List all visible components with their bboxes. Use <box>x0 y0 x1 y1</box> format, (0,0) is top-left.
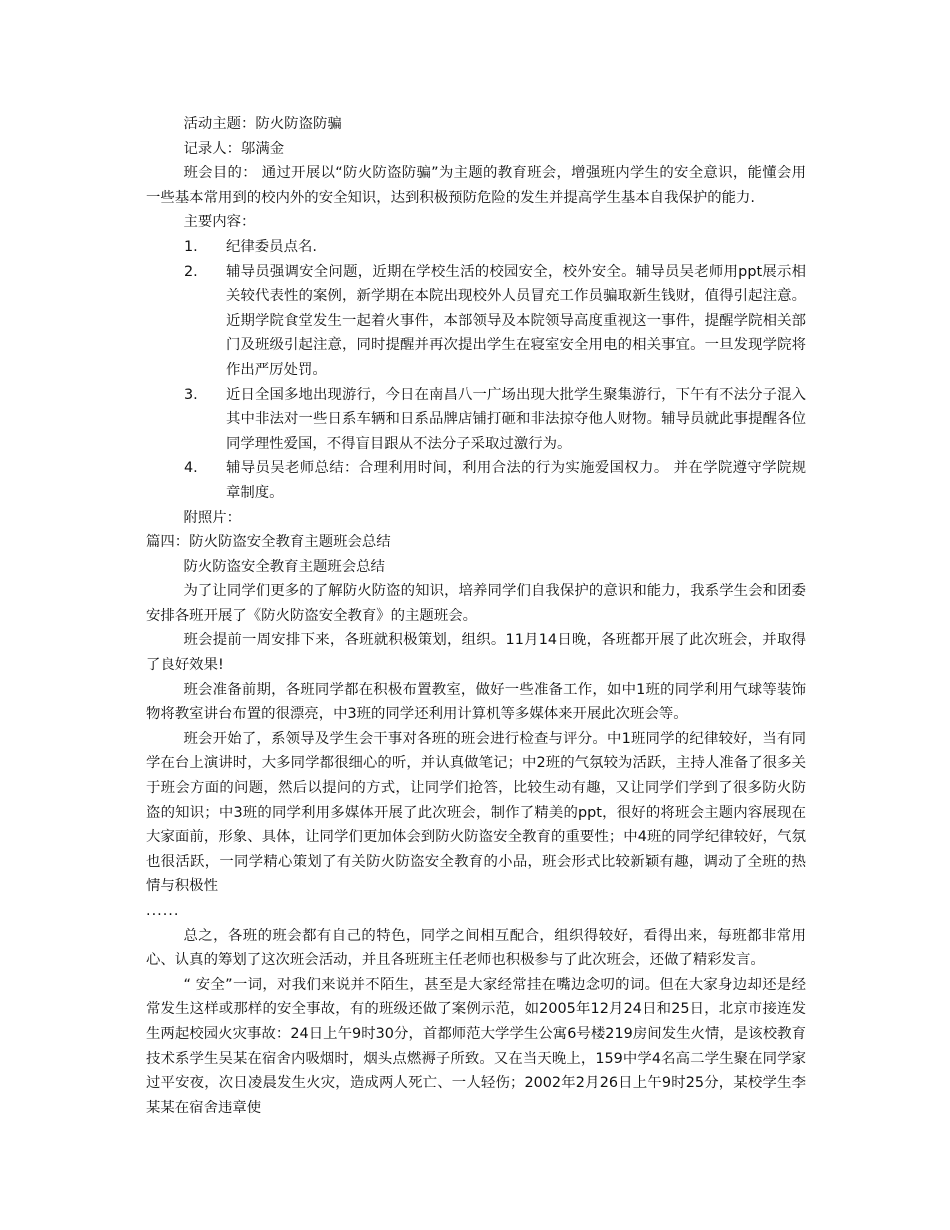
document-body <box>146 112 806 1120</box>
main-content-label: 主要内容： <box>183 214 256 231</box>
list-item-text: 辅导员强调安全问题，近期在学校生活的校园安全，校外安全。辅导员吴老师用ppt展示相关较代表性的案例，新学期在本院出现校外人员冒充工作员骗取新生钱财，值得引起注意。近期学院食堂发生一起着火事件，本部领导及本院领导高度重视这一事件，提醒学院相关部门及班级引起注意，同时提醒并再次提出学生在寝室安全用电的相关事宜。一旦发现学院将作出严厉处罚。 <box>226 263 806 378</box>
list-item-number: 4. <box>184 460 198 477</box>
paragraph: 班会准备前期，各班同学都在积极布置教室，做好一些准备工作，如中1班的同学利用气球等装饰物将教室讲台布置的很漂亮，中3班的同学还利用计算机等多媒体来开展此次班会等。 <box>146 681 806 723</box>
paragraph: “ 安全”一词，对我们来说并不陌生，甚至是大家经常挂在嘴边念叨的词。但在大家身边却还是经常发生这样或那样的安全事故，有的班级还做了案例示范，如2005年12月24日和25日，北京市接连发生两起校园火灾事故：24日上午9时30分，首都师范大学学生公寓6号楼219房间发生火情，是该校教育技术系学生吴某在宿舍内吸烟时，烟头点燃褥子所致。又在当天晚上，159中学4名高二学生聚在同学家过平安夜，次日凌晨发生火灾，造成两人死亡、一人轻伤；2002年2月26日上午9时25分，某校学生李某某在宿舍违章使 <box>146 976 806 1116</box>
paragraph: 班会开始了，系领导及学生会干事对各班的班会进行检查与评分。中1班同学的纪律较好，当有同学在台上演讲时，大多同学都很细心的听，并认真做笔记；中2班的气氛较为活跃，主持人准备了很多关于班会方面的问题，然后以提问的方式，让同学们抢答，比较生动有趣，又让同学们学到了很多防火防盗的知识；中3班的同学利用多媒体开展了此次班会，制作了精美的ppt，很好的将班会主题内容展现在大家面前，形象、具体，让同学们更加体会到防火防盗安全教育的重要性；中4班的同学纪律较好，气氛也很活跃，一同学精心策划了有关防火防盗安全教育的小品，班会形式比较新颖有趣，调动了全班的热情与积极性 <box>146 730 806 895</box>
section-heading: 篇四：防火防盗安全教育主题班会总结 <box>146 534 391 551</box>
main-content-list <box>146 235 806 506</box>
recorder: 记录人：邬满金 <box>183 140 285 157</box>
list-item <box>146 456 806 505</box>
list-item-text: 纪律委员点名. <box>226 238 317 255</box>
paragraph: 班会提前一周安排下来，各班就积极策划，组织。11月14日晚，各班都开展了此次班会，并取得了良好效果! <box>146 632 806 674</box>
paragraph: 总之，各班的班会都有自己的特色，同学之间相互配合，组织得较好，看得出来，每班都非常用心、认真的筹划了这次班会活动，并且各班班主任老师也积极参与了此次班会，还做了精彩发言。 <box>146 927 806 969</box>
ellipsis: ...... <box>146 903 180 919</box>
list-item <box>146 260 806 383</box>
list-item-number: 2. <box>184 263 198 280</box>
list-item-number: 3. <box>184 386 198 403</box>
article-title: 防火防盗安全教育主题班会总结 <box>183 558 385 575</box>
list-item <box>146 383 806 457</box>
activity-theme: 活动主题：防火防盗防骗 <box>183 116 342 132</box>
list-item-text: 近日全国多地出现游行，今日在南昌八一广场出现大批学生聚集游行，下午有不法分子混入其中非法对一些日系车辆和日系品牌店铺打砸和非法掠夺他人财物。辅导员就此事提醒各位同学理性爱国，不得盲目跟从不法分子采取过激行为。 <box>226 386 806 452</box>
meeting-purpose: 班会目的： 通过开展以“防火防盗防骗”为主题的教育班会，增强班内学生的安全意识，能懂会用一些基本常用到的校内外的安全知识，达到积极预防危险的发生并提高学生基本自我保护的能力. <box>146 165 806 206</box>
list-item <box>146 235 806 260</box>
paragraph: 为了让同学们更多的了解防火防盗的知识，培养同学们自我保护的意识和能力，我系学生会和团委安排各班开展了《防火防盗安全教育》的主题班会。 <box>146 583 806 624</box>
list-item-number: 1. <box>184 238 198 255</box>
list-item-text: 辅导员吴老师总结：合理利用时间，利用合法的行为实施爱国权力。 并在学院遵守学院规章制度。 <box>226 460 806 501</box>
attach-photos-label: 附照片： <box>183 509 242 526</box>
